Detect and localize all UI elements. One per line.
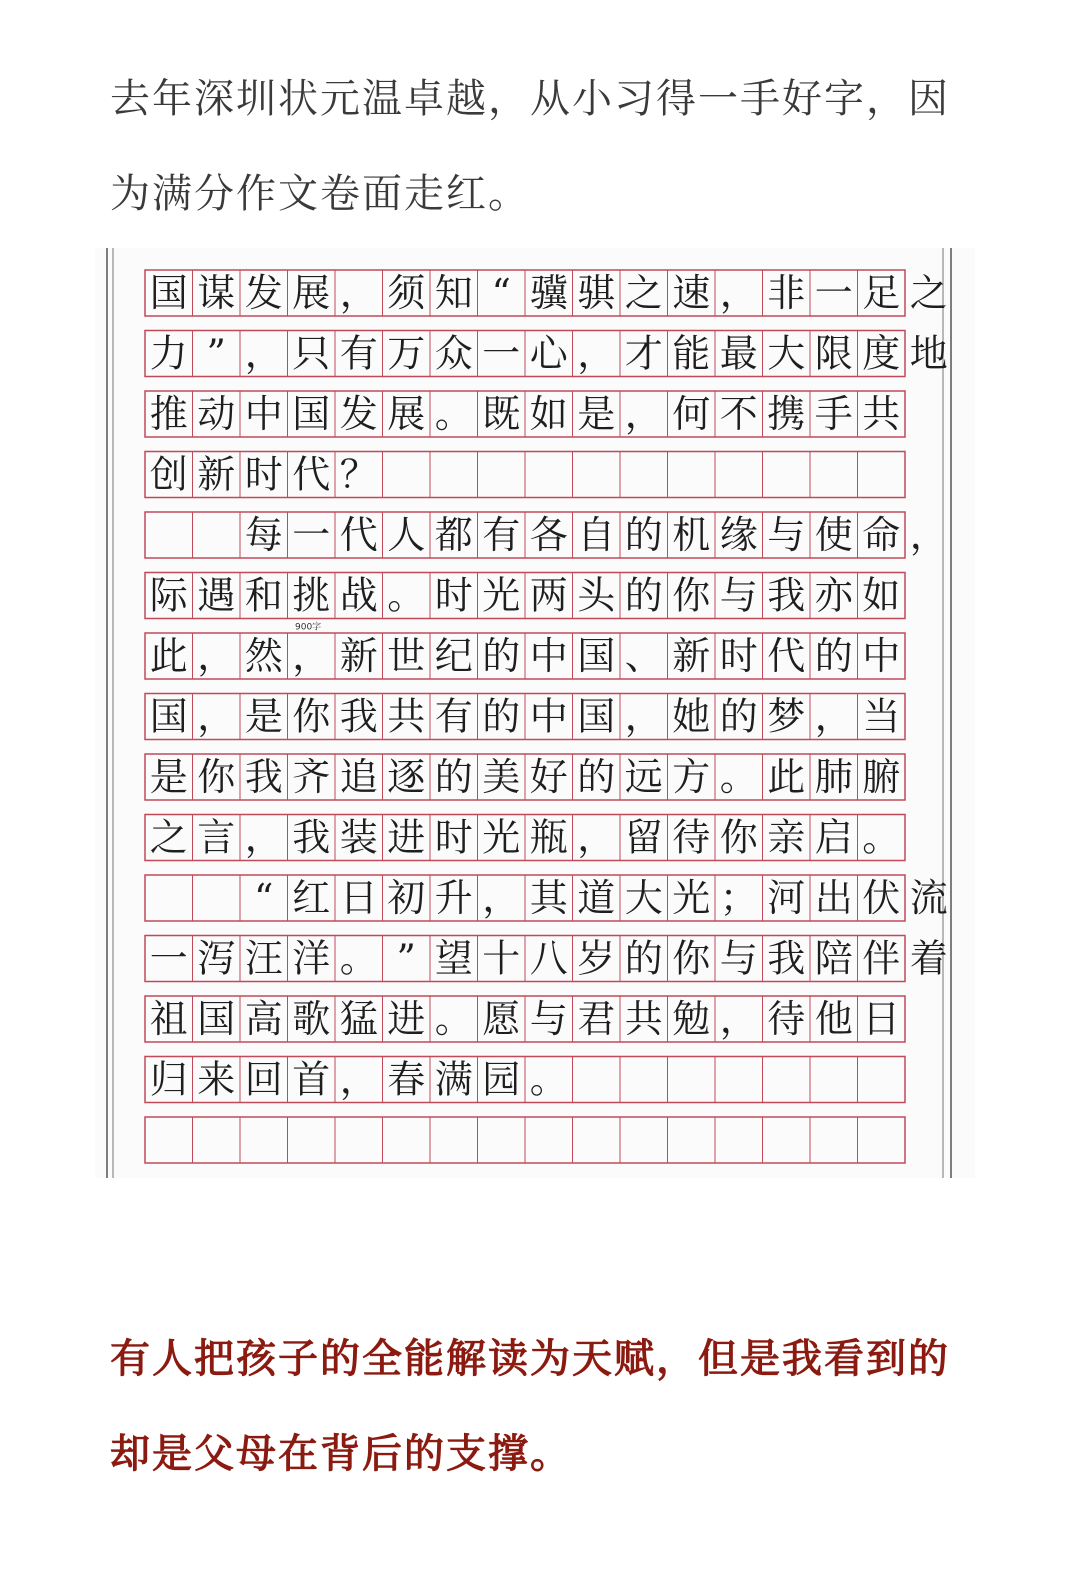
- essay-char: 首: [292, 1057, 331, 1102]
- essay-char: 的: [624, 573, 663, 618]
- essay-char: 装: [339, 815, 378, 860]
- essay-line: [145, 270, 948, 316]
- essay-char: 与: [529, 997, 568, 1041]
- essay-line: [145, 512, 948, 558]
- essay-char: 光: [482, 815, 521, 860]
- essay-char: 伴: [862, 936, 901, 981]
- essay-char: 共: [387, 694, 426, 739]
- essay-line: [145, 996, 905, 1042]
- essay-char: 国: [149, 271, 188, 315]
- essay-char: 。: [339, 936, 378, 981]
- essay-char: ，: [624, 694, 663, 739]
- essay-char: 非: [767, 271, 806, 315]
- word-count-note: 900字: [295, 622, 322, 633]
- essay-char: 战: [339, 573, 378, 618]
- essay-char: 启: [814, 815, 853, 860]
- essay-char: 当: [862, 694, 901, 739]
- essay-char: 速: [672, 271, 711, 315]
- essay-char: 来: [197, 1057, 236, 1102]
- essay-char: 命: [862, 513, 901, 557]
- essay-char: 只: [292, 331, 331, 376]
- essay-char: ，: [577, 331, 616, 376]
- essay-char: 新: [672, 634, 711, 678]
- essay-char: 进: [387, 815, 426, 860]
- essay-char: 河: [767, 876, 806, 920]
- essay-char: 我: [244, 755, 283, 799]
- essay-char: 最: [719, 331, 758, 376]
- essay-char: 两: [529, 573, 568, 618]
- essay-char: 动: [197, 392, 236, 436]
- essay-char: 一: [482, 331, 521, 376]
- essay-char: 然: [244, 634, 283, 678]
- essay-char: 。: [862, 815, 901, 860]
- essay-char: 汪: [244, 936, 283, 981]
- essay-char: 你: [719, 815, 758, 860]
- essay-char: ”: [206, 331, 226, 376]
- essay-char: 能: [672, 331, 711, 376]
- essay-char: 亦: [814, 573, 853, 618]
- essay-char: 你: [672, 936, 711, 981]
- highlight-paragraph: 有人把孩子的全能解读为天赋，但是我看到的却是父母在背后的支撑。: [110, 1336, 950, 1477]
- essay-char: 国: [197, 997, 236, 1041]
- essay-char: 时: [434, 573, 473, 618]
- essay-char: 的: [482, 634, 521, 678]
- intro-paragraph: 去年深圳状元温卓越，从小习得一手好字，因为满分作文卷面走红。: [110, 76, 950, 217]
- essay-char: 时: [244, 452, 283, 497]
- essay-char: 歌: [292, 997, 331, 1041]
- essay-char: 每: [244, 513, 283, 557]
- essay-line: [145, 1117, 905, 1163]
- essay-char: 骥: [529, 271, 568, 315]
- essay-grid-paper: [95, 248, 975, 1178]
- essay-char: 梦: [767, 694, 806, 739]
- essay-char: ，: [719, 997, 758, 1041]
- essay-line: [145, 573, 905, 619]
- essay-char: 人: [387, 513, 426, 557]
- essay-char: 祖: [149, 997, 188, 1041]
- essay-char: 和: [244, 573, 283, 618]
- essay-line: [145, 633, 905, 679]
- essay-char: 光: [482, 573, 521, 618]
- essay-char: 待: [767, 997, 806, 1041]
- essay-char: 世: [387, 634, 426, 678]
- essay-char: 道: [577, 876, 616, 920]
- essay-char: ，: [814, 694, 853, 739]
- essay-char: 之: [149, 815, 188, 860]
- essay-char: 着: [909, 936, 948, 981]
- essay-char: 回: [244, 1057, 283, 1102]
- essay-char: 发: [244, 271, 283, 315]
- essay-char: 推: [149, 392, 188, 436]
- essay-char: 亲: [767, 815, 806, 860]
- essay-char: 知: [434, 271, 473, 315]
- essay-char: 岁: [577, 936, 616, 981]
- essay-line: [145, 1057, 905, 1103]
- essay-char: 共: [862, 392, 901, 436]
- essay-char: 升: [434, 876, 473, 920]
- essay-char: ，: [909, 513, 948, 557]
- essay-char: 自: [577, 513, 616, 557]
- essay-char: 进: [387, 997, 426, 1041]
- essay-line: [145, 694, 905, 740]
- essay-char: 此: [767, 755, 806, 799]
- essay-char: 力: [149, 331, 188, 376]
- essay-char: 谋: [197, 271, 236, 315]
- essay-char: 高: [244, 997, 283, 1041]
- essay-char: 言: [197, 815, 236, 860]
- essay-char: 与: [767, 513, 806, 557]
- essay-char: 如: [529, 392, 568, 436]
- essay-char: 限: [814, 331, 853, 376]
- essay-char: 纪: [434, 634, 473, 678]
- essay-char: 缘: [719, 513, 758, 557]
- essay-char: 日: [862, 997, 901, 1041]
- essay-char: 出: [814, 876, 853, 920]
- essay-char: 都: [434, 513, 473, 557]
- essay-char: 日: [339, 876, 378, 920]
- essay-char: 留: [624, 815, 663, 860]
- essay-char: ，: [577, 815, 616, 860]
- essay-char: 你: [292, 694, 331, 739]
- essay-char: 光: [672, 876, 711, 920]
- essay-char: 一: [149, 936, 188, 981]
- essay-char: 的: [624, 513, 663, 557]
- essay-char: 洋: [292, 936, 331, 981]
- essay-char: “: [491, 271, 511, 315]
- essay-char: 伏: [862, 876, 901, 920]
- essay-char: 待: [672, 815, 711, 860]
- essay-char: ，: [482, 876, 521, 920]
- essay-char: ，: [624, 392, 663, 436]
- essay-char: 有: [434, 694, 473, 739]
- essay-char: 携: [767, 392, 806, 436]
- essay-line: [145, 815, 905, 861]
- essay-char: ，: [719, 271, 758, 315]
- essay-char: 他: [814, 997, 853, 1041]
- essay-line: [145, 391, 905, 437]
- essay-char: 时: [719, 634, 758, 678]
- essay-char: 与: [719, 573, 758, 618]
- essay-char: 中: [862, 634, 901, 678]
- essay-char: 一: [292, 513, 331, 557]
- essay-char: 新: [197, 452, 236, 497]
- essay-char: ，: [197, 634, 236, 678]
- essay-char: 足: [862, 271, 901, 315]
- essay-char: 须: [387, 271, 426, 315]
- essay-char: 陪: [814, 936, 853, 981]
- essay-char: 创: [149, 452, 188, 497]
- essay-char: 代: [767, 634, 806, 678]
- essay-char: 流: [909, 876, 948, 920]
- essay-char: 遇: [197, 573, 236, 618]
- essay-char: 八: [529, 936, 568, 981]
- essay-char: 发: [339, 392, 378, 436]
- essay-char: 。: [434, 997, 473, 1041]
- essay-char: 。: [719, 755, 758, 799]
- essay-char: ，: [339, 1057, 378, 1102]
- essay-line: [145, 452, 905, 498]
- essay-char: 是: [244, 694, 283, 739]
- essay-char: 好: [529, 755, 568, 799]
- essay-char: 不: [719, 392, 758, 436]
- essay-char: 的: [814, 634, 853, 678]
- essay-char: 愿: [482, 997, 521, 1041]
- essay-char: 头: [577, 573, 616, 618]
- essay-char: 肺: [814, 755, 853, 799]
- essay-char: 勉: [672, 997, 711, 1041]
- essay-char: 她: [672, 694, 711, 739]
- essay-char: 园: [482, 1057, 521, 1102]
- essay-char: 骐: [577, 271, 616, 315]
- essay-char: 各: [529, 513, 568, 557]
- essay-char: 展: [387, 392, 426, 436]
- essay-char: ”: [396, 936, 416, 981]
- essay-char: 新: [339, 634, 378, 678]
- essay-char: 国: [577, 634, 616, 678]
- essay-char: 的: [434, 755, 473, 799]
- essay-char: 红: [292, 876, 331, 920]
- essay-char: 我: [292, 815, 331, 860]
- essay-char: 是: [577, 392, 616, 436]
- essay-char: 中: [244, 392, 283, 436]
- essay-char: 猛: [339, 997, 378, 1041]
- essay-char: 有: [482, 513, 521, 557]
- essay-char: 瓶: [529, 815, 568, 860]
- essay-line: [145, 875, 948, 921]
- essay-line: [145, 754, 905, 800]
- essay-char: 逐: [387, 755, 426, 799]
- essay-char: 你: [672, 573, 711, 618]
- essay-char: 初: [387, 876, 426, 920]
- essay-char: 。: [387, 573, 426, 618]
- essay-char: 之: [624, 271, 663, 315]
- essay-char: ，: [244, 331, 283, 376]
- essay-line: [145, 936, 948, 982]
- essay-char: 时: [434, 815, 473, 860]
- essay-char: 归: [149, 1057, 188, 1102]
- essay-line: [145, 331, 948, 377]
- essay-char: 的: [624, 936, 663, 981]
- essay-char: 何: [672, 392, 711, 436]
- essay-char: 使: [814, 513, 853, 557]
- essay-char: 一: [814, 271, 853, 315]
- essay-image: [95, 248, 975, 1178]
- essay-char: 腑: [862, 755, 901, 799]
- essay-char: ，: [292, 634, 331, 678]
- essay-char: 远: [624, 755, 663, 799]
- essay-char: 国: [292, 392, 331, 436]
- essay-char: 机: [672, 513, 711, 557]
- essay-char: 挑: [292, 573, 331, 618]
- essay-char: 之: [909, 271, 948, 315]
- essay-char: 才: [624, 331, 663, 376]
- essay-char: 的: [577, 755, 616, 799]
- essay-char: 的: [719, 694, 758, 739]
- essay-char: 众: [434, 331, 473, 376]
- essay-char: ？: [339, 452, 378, 497]
- essay-char: 其: [529, 876, 568, 920]
- essay-char: 共: [624, 997, 663, 1041]
- essay-char: ，: [339, 271, 378, 315]
- essay-char: ，: [244, 815, 283, 860]
- essay-char: 春: [387, 1057, 426, 1102]
- essay-char: 国: [577, 694, 616, 739]
- essay-char: 展: [292, 271, 331, 315]
- essay-char: 追: [339, 755, 378, 799]
- essay-char: 如: [862, 573, 901, 618]
- essay-char: 我: [767, 573, 806, 618]
- essay-char: “: [254, 876, 274, 920]
- essay-char: 君: [577, 997, 616, 1041]
- essay-char: 泻: [197, 936, 236, 981]
- essay-char: 有: [339, 331, 378, 376]
- essay-char: 满: [434, 1057, 473, 1102]
- essay-char: 、: [624, 634, 663, 678]
- essay-char: 十: [482, 936, 521, 981]
- essay-char: ，: [197, 694, 236, 739]
- essay-char: 的: [482, 694, 521, 739]
- essay-char: 美: [482, 755, 521, 799]
- essay-char: 度: [862, 331, 901, 376]
- essay-char: 大: [624, 876, 663, 920]
- essay-char: 大: [767, 331, 806, 376]
- essay-char: 中: [529, 694, 568, 739]
- essay-char: 地: [909, 331, 948, 376]
- essay-char: 万: [387, 331, 426, 376]
- essay-char: 你: [197, 755, 236, 799]
- essay-char: 代: [339, 513, 378, 557]
- essay-char: 中: [529, 634, 568, 678]
- essay-char: 国: [149, 694, 188, 739]
- essay-char: 齐: [292, 755, 331, 799]
- essay-char: 既: [482, 392, 521, 436]
- essay-char: 。: [529, 1057, 568, 1102]
- essay-char: 此: [149, 634, 188, 678]
- essay-char: 与: [719, 936, 758, 981]
- essay-char: 方: [672, 755, 711, 799]
- essay-char: 望: [434, 936, 473, 981]
- essay-char: ；: [719, 876, 758, 920]
- essay-char: 我: [339, 694, 378, 739]
- essay-char: 手: [814, 392, 853, 436]
- essay-char: 心: [529, 331, 568, 376]
- essay-char: 。: [434, 392, 473, 436]
- essay-char: 我: [767, 936, 806, 981]
- essay-char: 际: [149, 573, 188, 618]
- essay-char: 是: [149, 755, 188, 799]
- essay-char: 代: [292, 452, 331, 497]
